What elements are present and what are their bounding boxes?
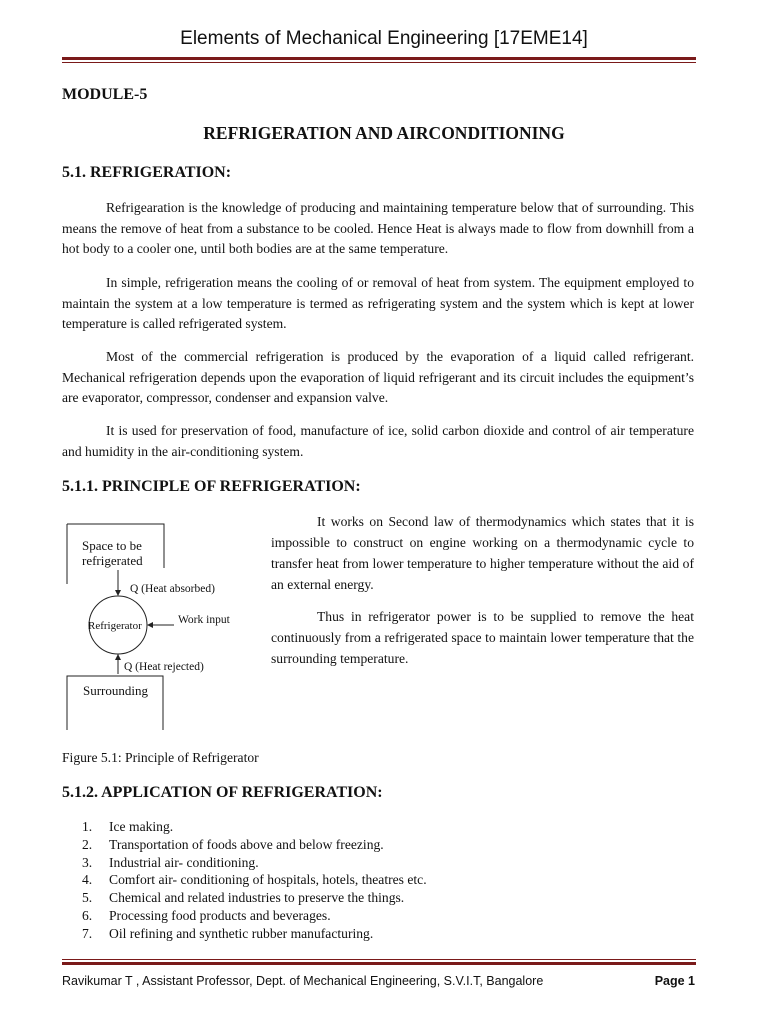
surrounding-label: Surrounding [83, 683, 148, 698]
list-item-number: 6. [82, 907, 93, 923]
heat-rejected-label: Q (Heat rejected) [124, 661, 204, 673]
page-title: REFRIGERATION AND AIRCONDITIONING [203, 123, 565, 143]
section-heading-principle: 5.1.1. PRINCIPLE OF REFRIGERATION: [62, 478, 361, 495]
list-item-text: Chemical and related industries to preserve the things. [109, 890, 405, 906]
paragraph: It is used for preservation of food, manufacture of ice, solid carbon dioxide and control of air temperature and humidity in the air-conditioning system. [62, 423, 694, 459]
application-list [62, 818, 427, 943]
list-item-text: Transportation of foods above and below freezing. [109, 836, 384, 852]
heat-rejected-arrowhead [115, 654, 121, 660]
paragraph: In simple, refrigeration means the cooling of or removal of heat from system. The equipment employed to maintain the system at a low temperature is termed as refrigerating system and the system which is kept at lower temperature is called refrigerated system. [62, 275, 694, 331]
list-item-number: 3. [82, 854, 93, 870]
work-input-arrowhead [147, 622, 153, 628]
section-heading-refrigeration: 5.1. REFRIGERATION: [62, 164, 232, 181]
principle-paragraph: It works on Second law of thermodynamics which states that it is impossible to construct on engine working on a thermodynamic cycle to transfer heat from lower temperature to higher temperature without the aid of an external energy. [271, 514, 694, 592]
list-item [62, 907, 427, 925]
list-item-text: Comfort air- conditioning of hospitals, hotels, theatres etc. [109, 872, 427, 888]
list-item [62, 854, 427, 872]
heat-absorbed-arrowhead [115, 590, 121, 596]
list-item-number: 2. [82, 836, 93, 852]
diagram-svg [62, 512, 262, 732]
list-item-text: Industrial air- conditioning. [109, 854, 259, 870]
heat-absorbed-label: Q (Heat absorbed) [130, 583, 215, 595]
section-heading-application: 5.1.2. APPLICATION OF REFRIGERATION: [62, 784, 383, 801]
list-item [62, 871, 427, 889]
refrigerated-space-label-line2: refrigerated [82, 553, 143, 568]
list-item-number: 4. [82, 872, 93, 888]
page-number: Page 1 [654, 974, 695, 988]
work-input-label: Work input [178, 614, 230, 626]
list-item-text: Ice making. [109, 819, 174, 834]
header-rule-thick [62, 57, 696, 60]
list-item [62, 836, 427, 854]
list-item [62, 925, 427, 943]
paragraph: Refrigearation is the knowledge of producing and maintaining temperature below that of surrounding. This means the remove of heat from a substance to be cooled. Hence Heat is always made to flow from downhill from a hot body to a cooler one, until both bodies are at the same temperature. [62, 200, 694, 256]
refrigerator-principle-diagram [62, 512, 262, 732]
list-item [62, 818, 427, 836]
footer-rule-thick [62, 962, 696, 965]
module-label: MODULE-5 [62, 86, 148, 103]
list-item-text: Oil refining and synthetic rubber manufacturing. [109, 925, 374, 941]
refrigerator-label: Refrigerator [88, 620, 142, 632]
principle-paragraph: Thus in refrigerator power is to be supplied to remove the heat continuously from a refrigerated space to maintain lower temperature that the surrounding temperature. [271, 609, 694, 666]
refrigerated-space-label-line1: Space to be [82, 538, 142, 553]
list-item [62, 889, 427, 907]
paragraph: Most of the commercial refrigeration is produced by the evaporation of a liquid called refrigerant. Mechanical refrigeration depends upon the evaporation of liquid refrigerant and its circuit includes the equipment’s are evaporator, compressor, condenser and expansion valve. [62, 349, 694, 405]
list-item-number: 1. [82, 819, 93, 834]
figure-caption: Figure 5.1: Principle of Refrigerator [62, 750, 259, 765]
list-item-number: 5. [82, 890, 93, 906]
footer-rule-thin [62, 959, 696, 960]
footer-author: Ravikumar T , Assistant Professor, Dept. of Mechanical Engineering, S.V.I.T, Bangalore [62, 974, 544, 988]
running-header: Elements of Mechanical Engineering [17EME14] [180, 28, 588, 49]
header-rule-thin [62, 62, 696, 63]
list-item-number: 7. [82, 925, 93, 941]
list-item-text: Processing food products and beverages. [109, 907, 331, 923]
